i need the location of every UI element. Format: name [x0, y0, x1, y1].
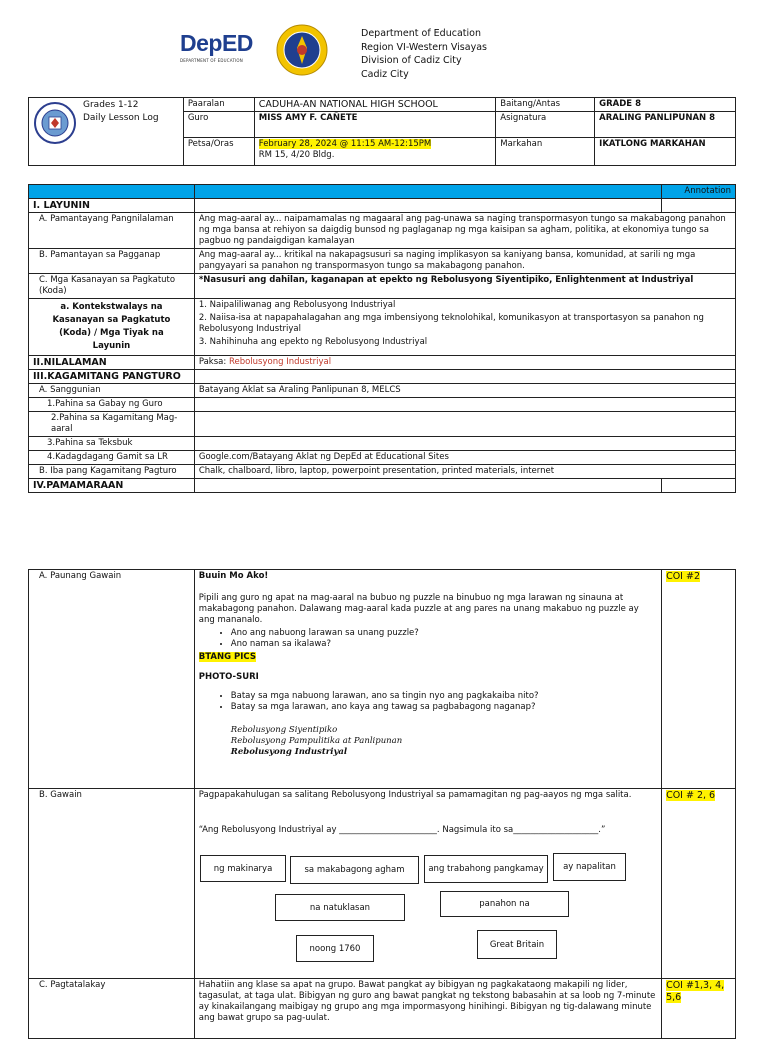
deped-logo [180, 30, 254, 70]
iba-text: Chalk, chalboard, libro, laptop, powerpoint presentation, printed materials, internet [194, 465, 735, 479]
sanggunian-label: A. Sanggunian [29, 384, 195, 398]
paksa-cell [194, 356, 735, 370]
coi-cell [662, 789, 736, 979]
question-list [209, 628, 657, 650]
seal-icon [276, 24, 328, 76]
pamamaraan-heading: IV.PAMAMARAAN [29, 479, 195, 493]
photo-suri-label: PHOTO-SURI [198, 672, 259, 682]
coi-badge: COI #2 [666, 571, 700, 582]
pamantayan-pagganap-label: B. Pamantayan sa Pagganap [29, 249, 195, 274]
coi-cell [662, 570, 736, 789]
gawain-label: B. Gawain [29, 789, 195, 979]
btang-pics-label: BTANG PICS [198, 652, 256, 662]
address-line: Department of Education [361, 28, 481, 39]
empty-cell [194, 479, 661, 493]
word-box[interactable]: Great Britain [477, 930, 557, 959]
kasanayan-label: C. Mga Kasanayan sa Pagkatuto (Koda) [29, 274, 195, 299]
coi-badge: COI #1,3, 4, 5,6 [666, 980, 725, 1003]
address-line: Region VI-Western Visayas [361, 41, 487, 53]
gawain-description: Pagpapakahulugan sa salitang Rebolusyong Industriyal sa pamamagitan ng pag-aayos ng mga salita. [198, 790, 632, 800]
kontekstwalays-label: a. Kontekstwalays na Kasanayan sa Pagkatuto (Koda) / Mga Tiyak na Layunin [29, 299, 195, 356]
asignatura-value: ARALING PANLIPUNAN 8 [595, 112, 736, 138]
header-cell [194, 185, 661, 199]
word-box[interactable]: sa makabagong agham [290, 856, 419, 884]
word-box[interactable]: noong 1760 [296, 935, 374, 962]
room-value: RM 15, 4/20 Bldg. [258, 150, 335, 160]
list-item: 1. Naipaliliwanag ang Rebolusyong Industriyal [198, 300, 396, 310]
guro-value: MISS AMY F. CAÑETE [254, 112, 495, 138]
annotation-header: Annotation [662, 185, 736, 199]
deped-logo-subtext: DEPARTMENT OF EDUCATION [180, 58, 243, 63]
school-seal-cell [29, 98, 184, 166]
sanggunian-text: Batayang Aklat sa Araling Panlipunan 8, MELCS [194, 384, 735, 398]
markahan-label: Markahan [496, 138, 595, 166]
grades-label: Grades 1-12 [83, 100, 139, 110]
word-box[interactable]: ay napalitan [553, 853, 626, 881]
list-item: • Batay sa mga larawan, ano kaya ang tawag sa pagbabagong naganap? [231, 702, 657, 713]
agency-address [361, 27, 487, 81]
guro-label: Guro [183, 112, 254, 138]
empty-cell [194, 199, 661, 213]
word-box[interactable]: panahon na [440, 891, 569, 917]
empty-cell [194, 437, 735, 451]
address-line: Division of Cadiz City [361, 55, 462, 66]
empty-cell [194, 370, 735, 384]
asignatura-label: Asignatura [496, 112, 595, 138]
empty-cell [662, 479, 736, 493]
word-box[interactable]: ang trabahong pangkamay [424, 855, 548, 883]
baitang-label: Baitang/Antas [496, 98, 595, 112]
iba-label: B. Iba pang Kagamitang Pagturo [29, 465, 195, 479]
pamantayan-pagganap-text: Ang mag-aaral ay... kritikal na nakapagsusuri sa naging implikasyon sa kaniyang bansa, komunidad, at sarili ng mga pangyayari sa panahon ng transpormasyon tungo sa makabagong panahon. [194, 249, 735, 274]
deped-logo-text: DepED [180, 30, 253, 56]
dll-label: Daily Lesson Log [83, 113, 159, 123]
paunang-gawain-label: A. Paunang Gawain [29, 570, 195, 789]
paaralan-label: Paaralan [183, 98, 254, 112]
kagamitan-heading: III.KAGAMITANG PANGTURO [29, 370, 195, 384]
answer-option: Rebolusyong Pampulitika at Panlipunan [230, 736, 403, 746]
pagtatalakay-text: Hahatiin ang klase sa apat na grupo. Bawat pangkat ay bibigyan ng pagkakataong makapili ng lider, tagasulat, at taga ulat. Bibigyan ng guro ang bawat pangkat ng tekstong babasahin at sa loob ng 7-minute ay kinakailangang maibigay ng grupo ang mga impormasyong hinihingi. Bibigyan ng tig-dalawang minute ang bawat grupo sa pag-uulat. [194, 979, 661, 1039]
teksbuk-label: 3.Pahina sa Teksbuk [29, 437, 195, 451]
coi-badge: COI # 2, 6 [666, 790, 716, 801]
activities-table [28, 569, 736, 1039]
list-item: 3. Nahihinuha ang epekto ng Rebolusyong Industriyal [198, 337, 428, 347]
paksa-label: Paksa: [198, 357, 227, 367]
lr-text: Google.com/Batayang Aklat ng DepEd at Educational Sites [194, 451, 735, 465]
gawain-content [194, 789, 661, 979]
pagtatalakay-label: C. Pagtatalakay [29, 979, 195, 1039]
pamantayang-pangnilalaman-text: Ang mag-aaral ay... naipamamalas ng magaaral ang pag-unawa sa naging transpormasyon tungo sa makabagong panahon ng mga bansa at rehiyon sa daigdig bunsod ng paglaganap ng mga kaisipan sa agham, politika, at ekonomiya tungo sa pagbuo ng pandaigdigan kamalayan [194, 213, 735, 249]
empty-cell [194, 412, 735, 437]
kontekstwalays-list [194, 299, 735, 356]
lr-label: 4.Kadagdagang Gamit sa LR [29, 451, 195, 465]
activity-description: Pipili ang guro ng apat na mag-aaral na bubuo ng puzzle na binubuo ng mga larawan ng sinauna at makabagong panahon. Dalawang mag-aaral kada puzzle at ang pares na unang makabuo ng puzzle ay ang mananalo. [198, 593, 639, 625]
petsa-cell [254, 138, 495, 166]
empty-cell [194, 398, 735, 412]
list-item: • Ano naman sa ikalawa? [231, 639, 657, 650]
list-item: 2. Naiisa-isa at napapahalagahan ang mga imbensiyong teknolohikal, komunikasyon at transportasyon sa panahon ng Rebolusyong Industriyal [198, 313, 704, 334]
layunin-heading: I. LAYUNIN [29, 199, 195, 213]
paunang-gawain-content [194, 570, 661, 789]
empty-cell [662, 199, 736, 213]
gawain-quote: “Ang Rebolusyong Industriyal ay _______________________. Nagsimula ito sa____________________.” [198, 825, 606, 835]
nilalaman-heading: II.NILALAMAN [29, 356, 195, 370]
list-item: • Batay sa mga nabuong larawan, ano sa tingin nyo ang pagkakaiba nito? [231, 691, 657, 702]
header-cell [29, 185, 195, 199]
kasanayan-text: *Nasusuri ang dahilan, kaganapan at epekto ng Rebolusyong Siyentipiko, Enlightenment at Industriyal [194, 274, 735, 299]
deped-seal [276, 24, 328, 76]
markahan-value: IKATLONG MARKAHAN [595, 138, 736, 166]
question-list [209, 691, 657, 713]
answer-option: Rebolusyong Industriyal [230, 747, 348, 757]
address-line: Cadiz City [361, 68, 409, 80]
baitang-value: GRADE 8 [595, 98, 736, 112]
activity-title: Buuin Mo Ako! [198, 571, 269, 581]
word-box[interactable]: ng makinarya [200, 855, 286, 882]
word-box[interactable]: na natuklasan [275, 894, 405, 921]
answer-option: Rebolusyong Siyentipiko [230, 725, 338, 735]
paksa-value: Rebolusyong Industriyal [228, 357, 332, 367]
lesson-plan-table [28, 184, 736, 493]
petsa-label: Petsa/Oras [183, 138, 254, 166]
info-table [28, 97, 736, 166]
list-item: • Ano ang nabuong larawan sa unang puzzle? [231, 628, 657, 639]
gabay-label: 1.Pahina sa Gabay ng Guro [29, 398, 195, 412]
paaralan-value: CADUHA-AN NATIONAL HIGH SCHOOL [254, 98, 495, 112]
school-seal-icon [33, 101, 77, 145]
petsa-value: February 28, 2024 @ 11:15 AM-12:15PM [258, 139, 432, 149]
pamantayang-pangnilalaman-label: A. Pamantayang Pangnilalaman [29, 213, 195, 249]
kagamitang-label: 2.Pahina sa Kagamitang Mag-aaral [29, 412, 195, 437]
coi-cell [662, 979, 736, 1039]
